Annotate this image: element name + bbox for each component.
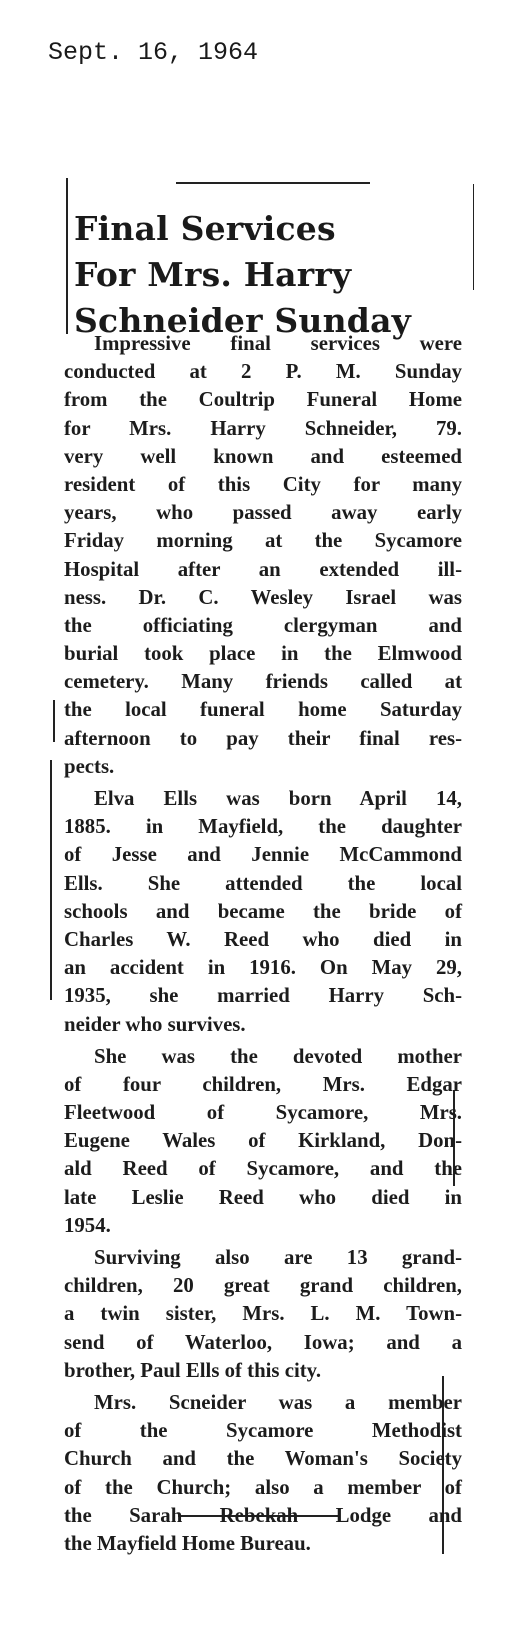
text-line: Fleetwood of Sycamore, Mrs. [64, 1101, 462, 1125]
text-line: schools and became the bride of [64, 899, 462, 923]
text-line: Hospital after an extended ill- [64, 557, 462, 581]
top-rule [176, 182, 370, 184]
headline-line-1: Final Services [74, 209, 336, 248]
text-line: neider who survives. [64, 1012, 246, 1036]
text-line: Mrs. Scneider was a member [94, 1390, 462, 1414]
text-line: burial took place in the Elmwood [64, 642, 462, 666]
text-line: resident of this City for many [64, 472, 462, 496]
left-column-rule-lower [50, 760, 52, 1000]
text-line: Charles W. Reed who died in [64, 927, 462, 951]
text-line: Eugene Wales of Kirkland, Don- [64, 1129, 462, 1153]
text-line: from the Coultrip Funeral Home [64, 388, 462, 412]
text-line: Ells. She attended the local [64, 871, 462, 895]
text-line: 1954. [64, 1213, 111, 1237]
text-line: Impressive final services were [94, 332, 462, 355]
text-line: the officiating clergyman and [64, 613, 462, 637]
headline [74, 206, 494, 344]
paragraph-children [64, 1043, 462, 1240]
text-line: Elva Ells was born April 14, [94, 787, 462, 810]
paragraph-survivors [64, 1244, 462, 1385]
text-line: the Mayfield Home Bureau. [64, 1531, 311, 1555]
paragraph-services [64, 330, 462, 781]
text-line: brother, Paul Ells of this city. [64, 1358, 322, 1382]
text-line: years, who passed away early [64, 501, 462, 525]
text-line: She was the devoted mother [94, 1044, 462, 1068]
text-line: of Jesse and Jennie McCammond [64, 843, 462, 867]
left-column-rule [66, 178, 68, 334]
text-line: late Leslie Reed who died in [64, 1185, 462, 1209]
text-line: send of Waterloo, Iowa; and a [64, 1330, 462, 1354]
text-line: cemetery. Many friends called at [64, 670, 462, 694]
article-body [64, 330, 462, 1558]
headline-line-3: Schneider Sunday [74, 301, 412, 340]
headline-line-2: For Mrs. Harry [74, 255, 352, 294]
text-line: 1885. in Mayfield, the daughter [64, 815, 462, 839]
text-line: the local funeral home Saturday [64, 698, 462, 722]
text-line: very well known and esteemed [64, 444, 462, 468]
text-line: conducted at 2 P. M. Sunday [64, 360, 462, 384]
left-column-rule-mid [53, 700, 55, 742]
paragraph-biography [64, 785, 462, 1039]
text-line: ness. Dr. C. Wesley Israel was [64, 585, 462, 609]
text-line: an accident in 1916. On May 29, [64, 956, 462, 980]
text-line: for Mrs. Harry Schneider, 79. [64, 416, 462, 440]
clipping-date: Sept. 16, 1964 [48, 38, 259, 67]
text-line: 1935, she married Harry Sch- [64, 984, 462, 1008]
text-line: children, 20 great grand children, [64, 1274, 462, 1298]
text-line: ald Reed of Sycamore, and the [64, 1157, 462, 1181]
text-line: Surviving also are 13 grand- [94, 1246, 462, 1269]
text-line: a twin sister, Mrs. L. M. Town- [64, 1302, 462, 1326]
text-line: of four children, Mrs. Edgar [64, 1072, 462, 1096]
paragraph-memberships [64, 1389, 462, 1558]
text-line: the Sarah Rebekah Lodge and [64, 1503, 462, 1527]
text-line: of the Church; also a member of [64, 1475, 462, 1499]
text-line: Friday morning at the Sycamore [64, 529, 462, 553]
text-line: pects. [64, 754, 115, 778]
text-line: Church and the Woman's Society [64, 1447, 462, 1471]
text-line: afternoon to pay their final res- [64, 726, 462, 750]
text-line: of the Sycamore Methodist [64, 1419, 462, 1443]
